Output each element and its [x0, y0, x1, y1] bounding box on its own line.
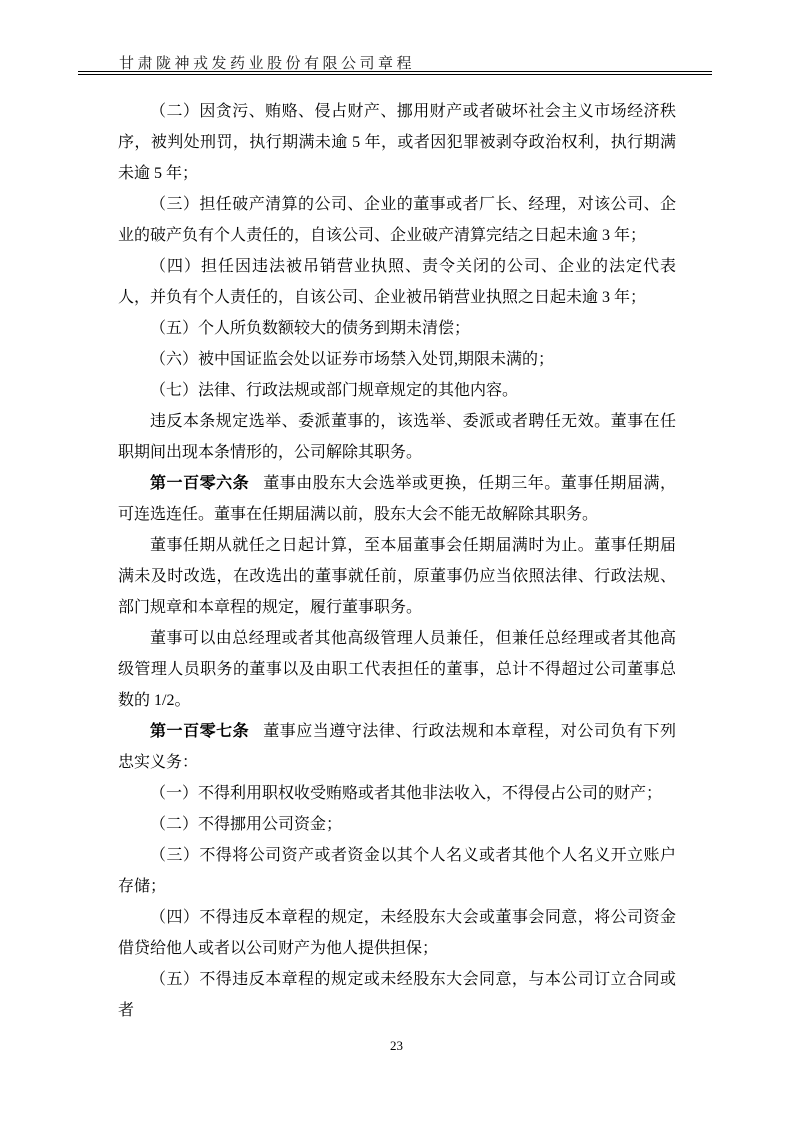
- header-title: 甘肃陇神戎发药业股份有限公司章程: [119, 56, 416, 72]
- paragraph: [118, 840, 676, 902]
- paragraph: [118, 189, 676, 251]
- paragraph-text: （三）担任破产清算的公司、企业的董事或者厂长、经理，对该公司、企业的破产负有个人责任的，自该公司、企业破产清算完结之日起未逾 3 年；: [118, 196, 676, 244]
- paragraph-text: 董事应当遵守法律、行政法规和本章程，对公司负有下列忠实义务：: [118, 723, 676, 771]
- document-body: [118, 96, 676, 1026]
- paragraph: [118, 902, 676, 964]
- article-number-label: 第一百零六条: [150, 475, 250, 492]
- paragraph: [118, 809, 676, 840]
- paragraph-text: 董事可以由总经理或者其他高级管理人员兼任，但兼任总经理或者其他高级管理人员职务的董事以及由职工代表担任的董事，总计不得超过公司董事总数的 1/2。: [118, 630, 676, 709]
- paragraph: [118, 406, 676, 468]
- paragraph: [118, 251, 676, 313]
- paragraph-text: （三）不得将公司资产或者资金以其个人名义或者其他个人名义开立账户存储；: [118, 847, 676, 895]
- paragraph-text: （五）个人所负数额较大的债务到期未清偿；: [150, 320, 471, 337]
- paragraph-article-107: [118, 716, 676, 778]
- paragraph: [118, 313, 676, 344]
- paragraph-article-106: [118, 468, 676, 530]
- paragraph-text: （五）不得违反本章程的规定或未经股东大会同意，与本公司订立合同或者: [118, 971, 676, 1019]
- paragraph-text: 违反本条规定选举、委派董事的，该选举、委派或者聘任无效。董事在任职期间出现本条情形的，公司解除其职务。: [118, 413, 676, 461]
- paragraph: [118, 778, 676, 809]
- paragraph-text: （四）担任因违法被吊销营业执照、责令关闭的公司、企业的法定代表人，并负有个人责任的，自该公司、企业被吊销营业执照之日起未逾 3 年；: [118, 258, 676, 306]
- paragraph: [118, 623, 676, 716]
- paragraph: [118, 530, 676, 623]
- paragraph-text: （二）因贪污、贿赂、侵占财产、挪用财产或者破坏社会主义市场经济秩序，被判处刑罚，执行期满未逾 5 年，或者因犯罪被剥夺政治权利，执行期满未逾 5 年；: [118, 103, 676, 182]
- paragraph: [118, 375, 676, 406]
- paragraph: [118, 964, 676, 1026]
- article-number-label: 第一百零七条: [150, 723, 250, 740]
- paragraph-text: （七）法律、行政法规或部门规章规定的其他内容。: [150, 382, 519, 399]
- paragraph-text: （六）被中国证监会处以证券市场禁入处罚,期限未满的；: [150, 351, 555, 368]
- paragraph: [118, 96, 676, 189]
- paragraph-text: 董事任期从就任之日起计算，至本届董事会任期届满时为止。董事任期届满未及时改选，在改选出的董事就任前，原董事仍应当依照法律、行政法规、部门规章和本章程的规定，履行董事职务。: [118, 537, 676, 616]
- header-divider-rule: [78, 71, 712, 75]
- paragraph-text: 董事由股东大会选举或更换，任期三年。董事任期届满，可连选连任。董事在任期届满以前，股东大会不能无故解除其职务。: [118, 475, 676, 523]
- paragraph-text: （一）不得利用职权收受贿赂或者其他非法收入，不得侵占公司的财产；: [150, 785, 663, 802]
- paragraph-text: （四）不得违反本章程的规定，未经股东大会或董事会同意，将公司资金借贷给他人或者以公司财产为他人提供担保；: [118, 909, 676, 957]
- footer-page-number: 23: [390, 1038, 403, 1053]
- paragraph-text: （二）不得挪用公司资金；: [150, 816, 343, 833]
- paragraph: [118, 344, 676, 375]
